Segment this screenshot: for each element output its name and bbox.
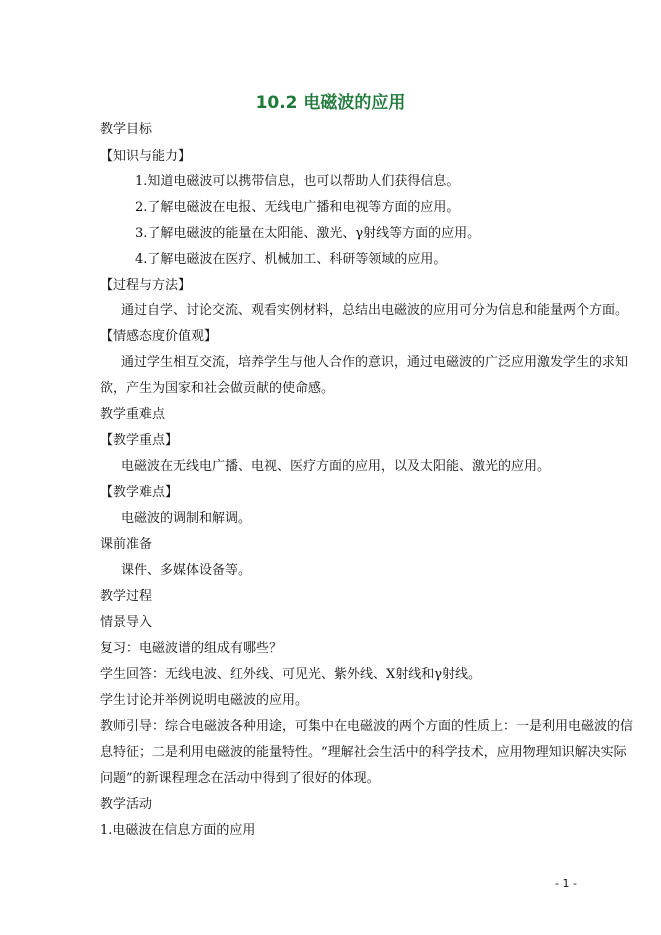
key-difficult-heading: 教学重难点 bbox=[100, 407, 166, 422]
teacher-guide-line: 息特征；二是利用电磁波的能量特性。“理解社会生活中的科学技术，应用物理知识解决实际 bbox=[100, 745, 627, 760]
activity-item: 1.电磁波在信息方面的应用 bbox=[100, 823, 256, 838]
knowledge-item: 3.了解电磁波的能量在太阳能、激光、γ射线等方面的应用。 bbox=[135, 226, 481, 241]
difficult-heading: 【教学难点】 bbox=[100, 485, 179, 500]
prep-text: 课件、多媒体设备等。 bbox=[121, 563, 252, 578]
review-question: 复习：电磁波谱的组成有哪些？ bbox=[100, 641, 283, 656]
discussion-line: 学生讨论并举例说明电磁波的应用。 bbox=[100, 693, 309, 708]
teacher-guide-line: 教师引导：综合电磁波各种用途，可集中在电磁波的两个方面的性质上：一是利用电磁波的信 bbox=[100, 719, 634, 734]
section-heading-goals: 教学目标 bbox=[100, 122, 153, 137]
process-text: 通过自学、讨论交流、观看实例材料，总结出电磁波的应用可分为信息和能量两个方面。 bbox=[121, 303, 629, 318]
values-heading: 【情感态度价值观】 bbox=[100, 329, 218, 344]
key-points-heading: 【教学重点】 bbox=[100, 433, 179, 448]
intro-title: 情景导入 bbox=[100, 615, 153, 630]
difficult-text: 电磁波的调制和解调。 bbox=[121, 511, 252, 526]
knowledge-heading: 【知识与能力】 bbox=[100, 149, 192, 164]
values-text-line: 通过学生相互交流，培养学生与他人合作的意识，通过电磁波的广泛应用激发学生的求知 bbox=[121, 355, 629, 370]
values-text-line: 欲，产生为国家和社会做贡献的使命感。 bbox=[100, 381, 335, 396]
process-heading: 【过程与方法】 bbox=[100, 278, 192, 293]
page-number: - 1 - bbox=[555, 877, 577, 890]
process-title: 教学过程 bbox=[100, 589, 153, 604]
key-points-text: 电磁波在无线电广播、电视、医疗方面的应用，以及太阳能、激光的应用。 bbox=[121, 459, 551, 474]
prep-heading: 课前准备 bbox=[100, 537, 153, 552]
teacher-guide-line: 问题”的新课程理念在活动中得到了很好的体现。 bbox=[100, 771, 380, 786]
student-answer: 学生回答：无线电波、红外线、可见光、紫外线、X射线和γ射线。 bbox=[100, 667, 482, 682]
activity-title: 教学活动 bbox=[100, 797, 153, 812]
knowledge-item: 2.了解电磁波在电报、无线电广播和电视等方面的应用。 bbox=[135, 200, 460, 215]
knowledge-item: 4.了解电磁波在医疗、机械加工、科研等领域的应用。 bbox=[135, 252, 447, 267]
page-title: 10.2 电磁波的应用 bbox=[255, 93, 406, 113]
knowledge-item: 1.知道电磁波可以携带信息，也可以帮助人们获得信息。 bbox=[135, 174, 460, 189]
